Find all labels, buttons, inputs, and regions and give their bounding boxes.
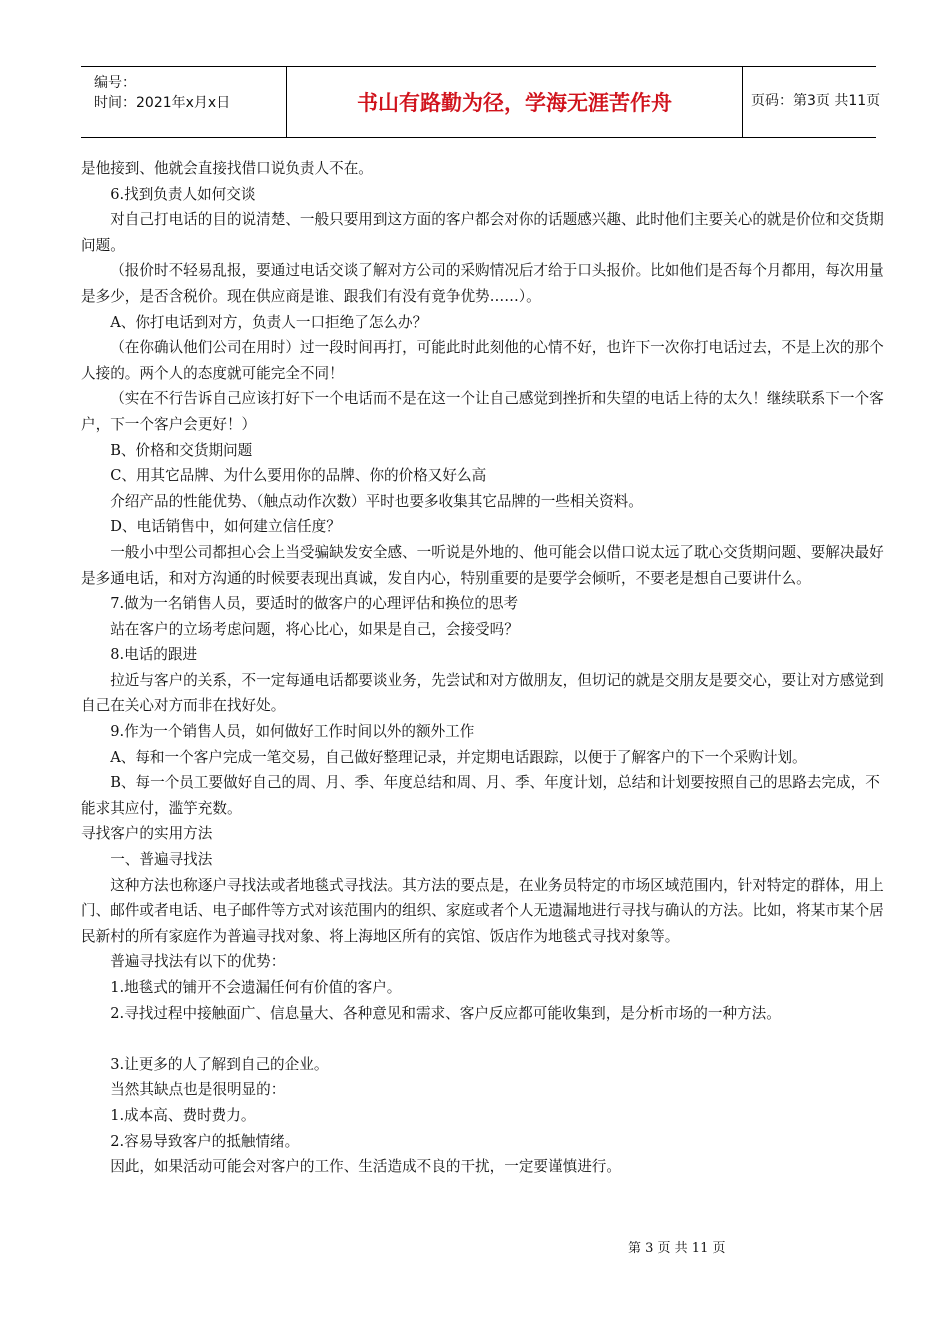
paragraph: 当然其缺点也是很明显的： xyxy=(110,1081,286,1099)
paragraph: A、每和一个客户完成一笔交易，自己做好整理记录，并定期电话跟踪，以便于了解客户的下一个采购计划。 xyxy=(110,748,807,766)
paragraph: 一般小中型公司都担心会上当受骗缺发安全感、一听说是外地的、他可能会以借口说太远了耽心交货期问题、要解决最好是多通电话，和对方沟通的时候要表现出真诚，发自内心，特别重要的是要学会倾听，不要老是想自己要讲什么。 xyxy=(81,543,884,587)
list-item: 2.寻找过程中接触面广、信息量大、各种意见和需求、客户反应都可能收集到，是分析市场的一种方法。 xyxy=(110,1004,781,1022)
document-body xyxy=(81,156,887,1180)
blank-line xyxy=(81,1026,887,1052)
number-label: 编号： xyxy=(94,75,136,91)
paragraph: 是他接到、他就会直接找借口说负责人不在。 xyxy=(81,160,373,177)
header-page-cell xyxy=(742,67,881,137)
list-item: 1.地毯式的铺开不会遗漏任何有价值的客户。 xyxy=(110,979,402,996)
paragraph: 介绍产品的性能优势、（触点动作次数）平时也要多收集其它品牌的一些相关资料。 xyxy=(110,492,643,510)
header-motto: 书山有路勤为径，学海无涯苦作舟 xyxy=(357,91,672,115)
paragraph: （实在不行告诉自己应该打好下一个电话而不是在这一个让自己感觉到挫折和失望的电话上待的太久！继续联系下一个客户，下一个客户会更好！） xyxy=(81,390,884,433)
paragraph: （报价时不轻易乱报，要通过电话交谈了解对方公司的采购情况后才给于口头报价。比如他们是否每个月都用，每次用量是多少，是否含税价。现在供应商是谁、跟我们有没有竟争优势……）。 xyxy=(81,262,884,305)
list-item: 2.容易导致客户的抵触情绪。 xyxy=(110,1132,300,1150)
section-heading: 8.电话的跟进 xyxy=(110,646,198,664)
time-label: 时间：2021年x月x日 xyxy=(94,95,231,111)
paragraph: 普遍寻找法有以下的优势： xyxy=(110,953,286,971)
paragraph: B、每一个员工要做好自己的周、月、季、年度总结和周、月、季、年度计划，总结和计划要按照自己的思路去完成，不能求其应付，滥竽充数。 xyxy=(81,774,880,817)
page-footer: 第 3 页 共 11 页 xyxy=(628,1241,726,1256)
paragraph: A、你打电话到对方，负责人一口拒绝了怎么办？ xyxy=(110,313,428,331)
paragraph: 对自己打电话的目的说清楚、一般只要用到这方面的客户都会对你的话题感兴趣、此时他们主要关心的就是价位和交货期问题。 xyxy=(81,211,884,254)
paragraph: 因此，如果活动可能会对客户的工作、生活造成不良的干扰，一定要谨慎进行。 xyxy=(110,1158,621,1176)
paragraph: 站在客户的立场考虑问题，将心比心，如果是自己，会接受吗？ xyxy=(110,620,519,638)
section-heading: 一、普遍寻找法 xyxy=(110,851,213,869)
header-meta-cell xyxy=(81,67,286,137)
paragraph: D、电话销售中，如何建立信任度？ xyxy=(110,518,341,536)
paragraph: 这种方法也称逐户寻找法或者地毯式寻找法。其方法的要点是，在业务员特定的市场区域范围内，针对特定的群体，用上门、邮件或者电话、电子邮件等方式对该范围内的组织、家庭或者个人无遗漏地进行寻找与确认的方法。比如，将某市某个居民新村的所有家庭作为普遍寻找对象、将上海地区所有的宾馆、饭店作为地毯式寻找对象等。 xyxy=(81,876,884,945)
paragraph: （在你确认他们公司在用时）过一段时间再打，可能此时此刻他的心情不好，也许下一次你打电话过去，不是上次的那个人接的。两个人的态度就可能完全不同！ xyxy=(81,339,884,382)
header-motto-cell xyxy=(286,67,743,137)
section-heading: 7.做为一名销售人员，要适时的做客户的心理评估和换位的思考 xyxy=(110,595,519,613)
paragraph: B、价格和交货期问题 xyxy=(110,441,253,459)
paragraph: 拉近与客户的关系，不一定每通电话都要谈业务，先尝试和对方做朋友，但切记的就是交朋友是要交心，要让对方感觉到自己在关心对方而非在找好处。 xyxy=(81,671,884,715)
section-heading: 9.作为一个销售人员，如何做好工作时间以外的额外工作 xyxy=(110,723,475,741)
page-header xyxy=(81,66,881,138)
list-item: 1.成本高、费时费力。 xyxy=(110,1106,256,1124)
header-page-label: 页码：第3页 共11页 xyxy=(751,93,881,109)
section-heading: 寻找客户的实用方法 xyxy=(81,825,213,843)
section-heading: 6.找到负责人如何交谈 xyxy=(110,185,256,203)
paragraph: C、用其它品牌、为什么要用你的品牌、你的价格又好么高 xyxy=(110,467,487,485)
list-item: 3.让更多的人了解到自己的企业。 xyxy=(110,1055,329,1073)
